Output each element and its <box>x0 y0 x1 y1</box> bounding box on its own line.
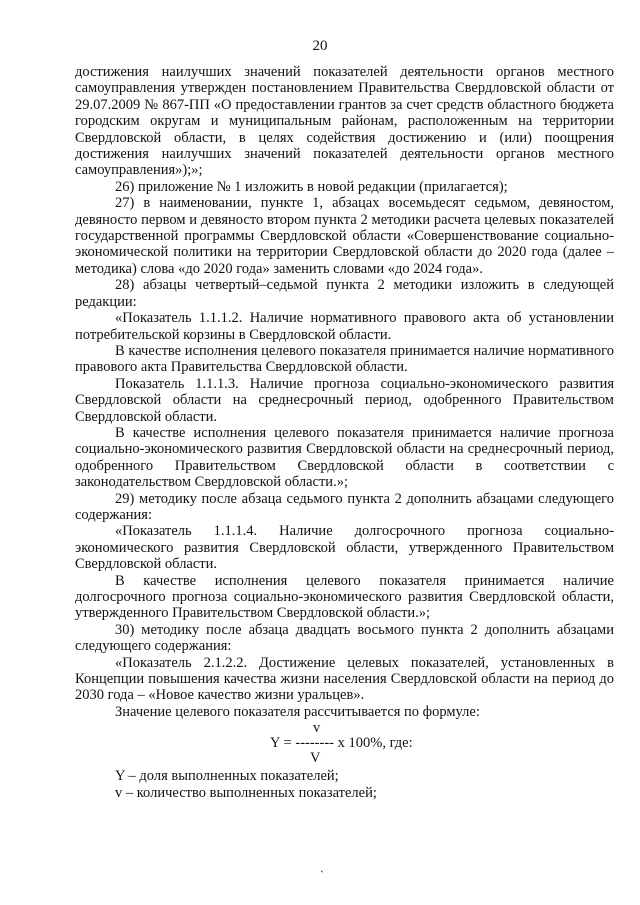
paragraph: 30) методику после абзаца двадцать восьмого пункта 2 дополнить абзацами следующего содержания: <box>75 621 614 655</box>
body-text <box>75 64 614 801</box>
paragraph: «Показатель 2.1.2.2. Достижение целевых показателей, установленных в Концепции повышения качества жизни населения Свердловской области на период до 2030 года – «Новое качество жизни уральцев». <box>75 654 614 704</box>
definition-item: Y – доля выполненных показателей; <box>115 768 339 785</box>
definition-item: v – количество выполненных показателей; <box>115 784 377 801</box>
paragraph: В качестве исполнения целевого показателя принимается наличие прогноза социально-экономического развития Свердловской области на среднесрочный период, одобренного Правительством Свердловской области в соответствии с законодательством Свердловской области.»; <box>75 424 614 491</box>
paragraph: 28) абзацы четвертый–седьмой пункта 2 методики изложить в следующей редакции: <box>75 277 614 310</box>
paragraph: «Показатель 1.1.1.4. Наличие долгосрочного прогноза социально-экономического развития Свердловской области, утвержденного Правительством Свердловской области. <box>75 523 614 573</box>
formula <box>75 721 614 766</box>
formula-main: Y = -------- x 100%, где: <box>270 735 413 752</box>
paragraph: 27) в наименовании, пункте 1, абзацах восемьдесят седьмом, девяностом, девяносто первом и девяносто втором пункта 2 методики расчета целевых показателей государственной программы Свердловской области «Совершенствование социально-экономической политики на территории Свердловской области до 2020 года (далее – методика) слова «до 2020 года» заменить словами «до 2024 года». <box>75 195 614 277</box>
formula-denominator: V <box>310 750 321 767</box>
paragraph: 26) приложение № 1 изложить в новой редакции (прилагается); <box>115 178 508 195</box>
paragraph: В качестве исполнения целевого показателя принимается наличие нормативного правового акта Правительства Свердловской области. <box>75 342 614 376</box>
paragraph: Показатель 1.1.1.3. Наличие прогноза социально-экономического развития Свердловской области на среднесрочный период, одобренного Правительством Свердловской области. <box>75 375 614 425</box>
page-number: 20 <box>312 38 328 54</box>
paragraph: «Показатель 1.1.1.2. Наличие нормативного правового акта об установлении потребительской корзины в Свердловской области. <box>75 310 614 343</box>
paragraph: достижения наилучших значений показателей деятельности органов местного самоуправления утвержден постановлением Правительства Свердловской области от 29.07.2009 № 867-ПП «О предоставлении грантов за счет средств областного бюджета городским округам и муниципальным районам, расположенным на территории Свердловской области, в целях содействия достижению и (или) поощрения достижения наилучших значений показателей деятельности органов местного самоуправления»);»; <box>75 64 614 179</box>
paragraph: Значение целевого показателя рассчитывается по формуле: <box>115 703 480 720</box>
paragraph: В качестве исполнения целевого показателя принимается наличие долгосрочного прогноза социально-экономического развития Свердловской области, утвержденного Правительством Свердловской области.»; <box>75 572 614 622</box>
paragraph: 29) методику после абзаца седьмого пункта 2 дополнить абзацами следующего содержания: <box>75 490 614 523</box>
formula-numerator: v <box>313 720 321 737</box>
definitions <box>75 768 614 801</box>
footer-mark: ` <box>320 868 324 882</box>
